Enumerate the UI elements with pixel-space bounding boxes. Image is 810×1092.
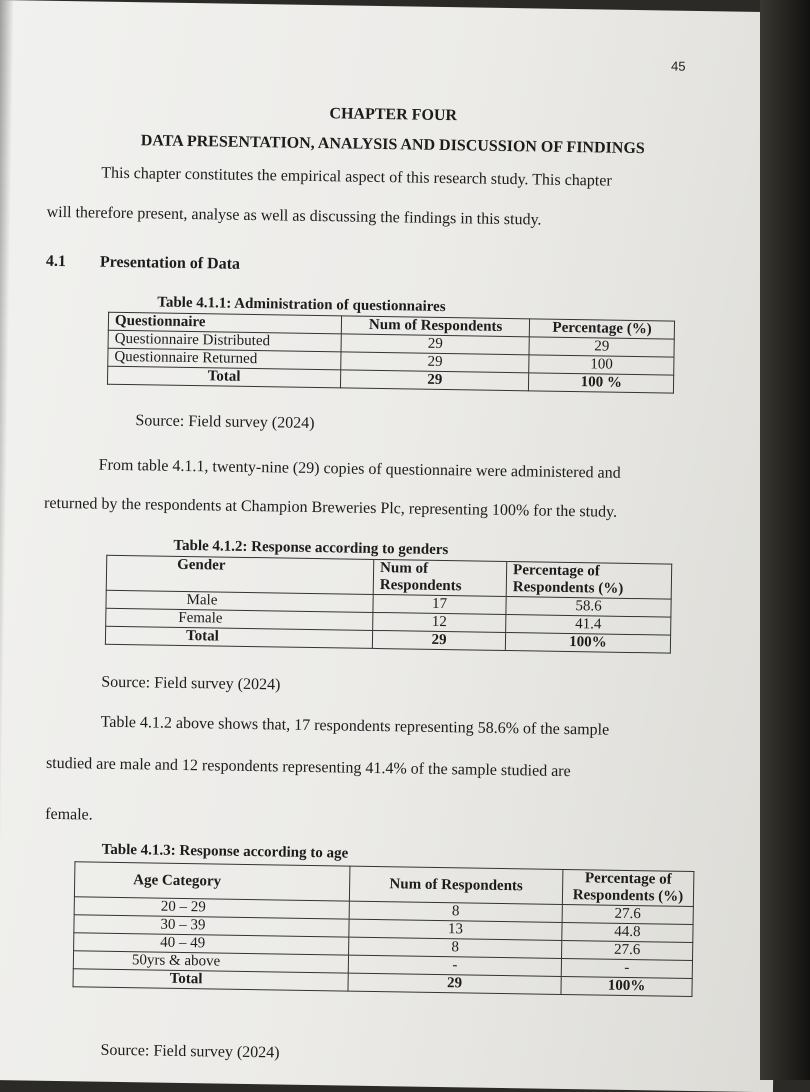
table-cell: 100%: [561, 976, 692, 996]
intro-line-2: will therefore present, analyse as well as discussing the findings in this study.: [46, 203, 542, 229]
section-title: Presentation of Data: [99, 253, 241, 273]
table-cell: 12: [373, 612, 506, 632]
para1-line-1: From table 4.1.1, twenty-nine (29) copies of questionnaire were administered and: [98, 456, 621, 482]
table3: [73, 861, 695, 997]
para2-line-1: Table 4.1.2 above shows that, 17 respondents representing 58.6% of the sample: [100, 713, 610, 739]
table-cell: 29: [529, 337, 674, 357]
table1-header-questionnaire: Questionnaire: [108, 312, 341, 334]
table2-header-respondents: Num of Respondents: [373, 559, 507, 596]
section-number: 4.1: [45, 252, 67, 271]
table-cell: 27.6: [562, 904, 693, 924]
chapter-heading: CHAPTER FOUR: [329, 105, 458, 125]
table-cell: Total: [105, 626, 372, 648]
page-edge-shadow: [0, 0, 14, 1080]
table2-source: Source: Field survey (2024): [101, 673, 281, 694]
table2-header-percentage: Percentage of Respondents (%): [506, 562, 672, 600]
table-cell: 8: [349, 901, 562, 922]
table-cell: -: [561, 958, 692, 978]
table-cell: 40 – 49: [74, 933, 349, 955]
table-cell: Female: [106, 608, 373, 630]
table3-header-age: Age Category: [74, 862, 350, 901]
table-cell: 58.6: [506, 597, 671, 618]
table2: [105, 555, 672, 654]
table-cell: 100: [529, 355, 674, 375]
table-cell: 100%: [505, 633, 670, 654]
table-cell: 20 – 29: [74, 897, 349, 919]
table1-source: Source: Field survey (2024): [135, 412, 315, 432]
para2-line-2: studied are male and 12 respondents representing 41.4% of the sample studied are: [45, 754, 571, 781]
table-cell: 50yrs & above: [73, 951, 348, 973]
table-cell: Questionnaire Returned: [108, 348, 341, 370]
table-cell: Male: [106, 590, 373, 612]
chapter-title: DATA PRESENTATION, ANALYSIS AND DISCUSSION OF FINDINGS: [140, 132, 645, 158]
table1: [107, 312, 675, 394]
table-cell: Total: [73, 969, 348, 991]
table-cell: 27.6: [562, 940, 693, 960]
table-cell: Questionnaire Distributed: [108, 330, 341, 352]
table-cell: 29: [372, 630, 505, 650]
table-cell: 44.8: [562, 922, 693, 942]
table-cell: 17: [373, 594, 506, 614]
table-cell: 41.4: [506, 615, 671, 636]
para1-line-2: returned by the respondents at Champion Breweries Plc, representing 100% for the study.: [43, 494, 618, 521]
table-cell: 100 %: [529, 373, 674, 393]
table-cell: 8: [349, 937, 562, 958]
table-cell: 29: [341, 352, 530, 373]
table3-header-respondents: Num of Respondents: [349, 866, 563, 904]
table1-caption: Table 4.1.1: Administration of questionnaires: [157, 294, 446, 316]
table2-caption: Table 4.1.2: Response according to genders: [173, 537, 449, 559]
background-edge: [760, 0, 810, 1080]
table-cell: Total: [107, 366, 340, 388]
table1-header-respondents: Num of Respondents: [341, 316, 530, 337]
table3-caption: Table 4.1.3: Response according to age: [101, 841, 349, 862]
table1-header-percentage: Percentage (%): [530, 319, 675, 339]
intro-line-1: This chapter constitutes the empirical aspect of this research study. This chapter: [101, 164, 612, 190]
table-cell: 29: [340, 370, 529, 391]
table3-source: Source: Field survey (2024): [100, 1041, 280, 1062]
table-cell: 13: [349, 919, 562, 940]
page-number: 45: [670, 58, 686, 74]
table-cell: 29: [348, 973, 561, 994]
table-cell: 30 – 39: [74, 915, 349, 937]
table-cell: -: [348, 955, 561, 976]
para2-line-3: female.: [45, 805, 93, 824]
table-cell: 29: [341, 334, 530, 355]
table2-header-gender: Gender: [106, 555, 374, 594]
table3-header-percentage: Percentage of Respondents (%): [562, 869, 694, 906]
